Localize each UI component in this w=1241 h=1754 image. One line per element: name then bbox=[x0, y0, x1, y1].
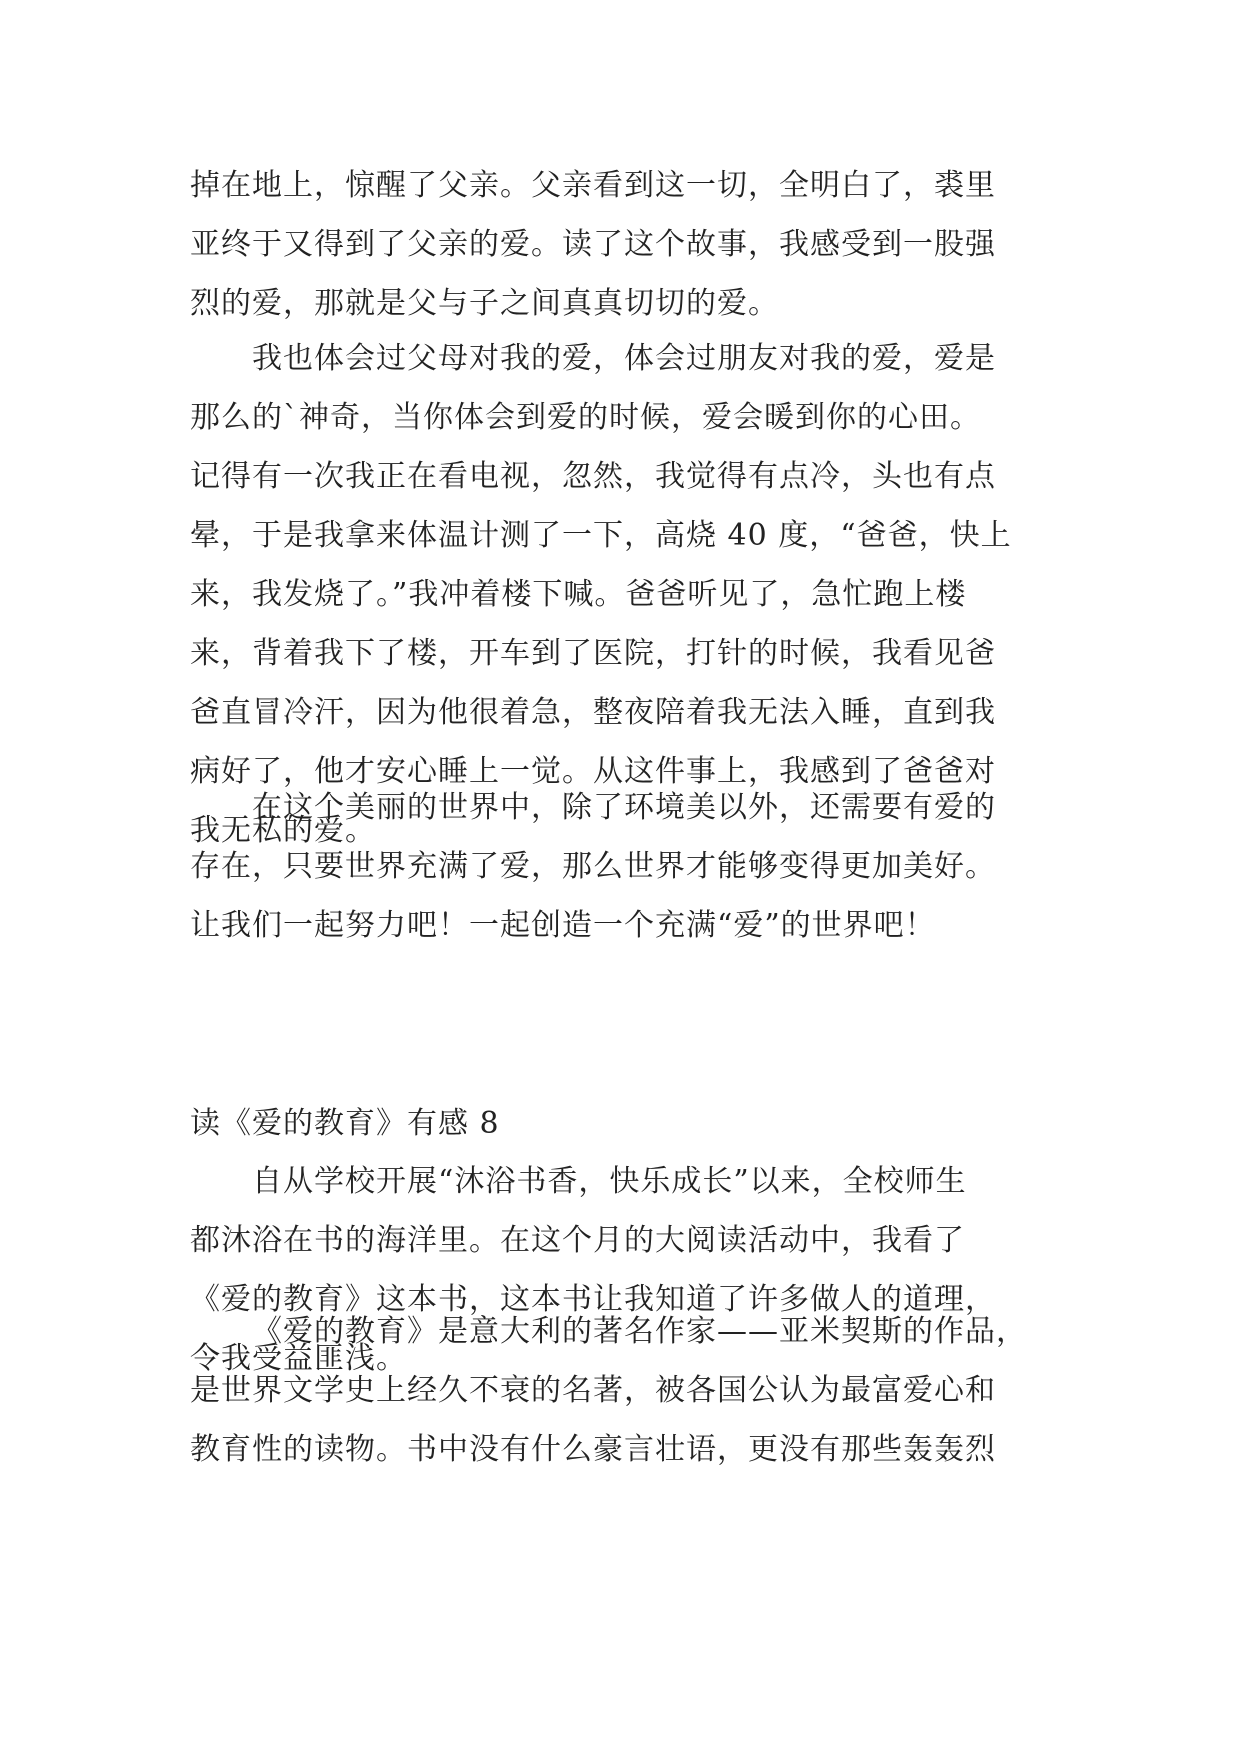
text-column bbox=[190, 778, 1058, 955]
paragraph-fever-story: 我也体会过父母对我的爱，体会过朋友对我的爱，爱是 那么的`神奇，当你体会到爱的时候，爱会暖到你的心田。 记得有一次我正在看电视，忽然，我觉得有点冷，头也有点 晕，于是我拿来体温计测了一下，高烧 40 度，“爸爸，快上 来，我发烧了。”我冲着楼下喊。爸爸听见了，急忙跑上楼 来，背着我下了楼，开车到了医院，打针的时候，我看见爸 爸直冒冷汗，因为他很着急，整夜陪着我无法入睡，直到我 病好了，他才安心睡上一觉。从这件事上，我感到了爸爸对 我无私的爱。 bbox=[190, 341, 1012, 848]
text-column bbox=[190, 1302, 1058, 1479]
continued-paragraph: 掉在地上，惊醒了父亲。父亲看到这一切，全明白了，裘里 亚终于又得到了父亲的爱。读了这个故事，我感受到一股强 烈的爱，那就是父与子之间真真切切的爱。 bbox=[190, 168, 996, 321]
section-title: 读《爱的教育》有感 8 bbox=[190, 1106, 500, 1141]
paragraph-book-intro: 《爱的教育》是意大利的著名作家——亚米契斯的作品， 是世界文学史上经久不衰的名著，被各国公认为最富爱心和 教育性的读物。书中没有什么豪言壮语，更没有那些轰轰烈 bbox=[190, 1314, 1027, 1467]
paragraph-world-of-love: 在这个美丽的世界中，除了环境美以外，还需要有爱的 存在，只要世界充满了爱，那么世界才能够变得更加美好。 让我们一起努力吧！一起创造一个充满“爱”的世界吧！ bbox=[190, 790, 996, 943]
paragraph-reading-activity: 自从学校开展“沐浴书香，快乐成长”以来，全校师生 都沐浴在书的海洋里。在这个月的大阅读活动中，我看了 《爱的教育》这本书，这本书让我知道了许多做人的道理， 令我受益匪浅。 bbox=[190, 1164, 996, 1376]
text-column bbox=[190, 156, 1058, 333]
